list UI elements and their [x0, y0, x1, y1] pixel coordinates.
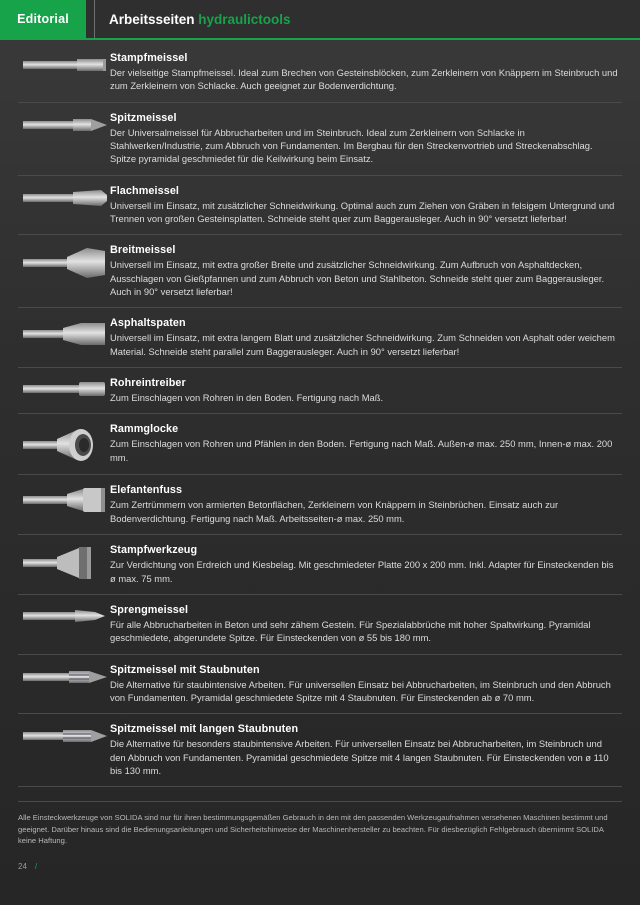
list-item	[18, 368, 622, 414]
product-thumbnail	[18, 723, 110, 747]
product-text	[110, 484, 622, 525]
product-text	[110, 52, 622, 93]
product-name: Rohreintreiber	[110, 377, 186, 390]
product-description: Der Universalmeissel für Abbrucharbeiten und im Steinbruch. Ideal zum Zerkleinern von Schlacke in Stahlwerken/Industrie, zum Abbruch von Fundamenten. Im Bergbau für den Streckenvortrieb und Streckenabschlag. Spitze pyramidal geschmiedet für die Keilwirkung beim Einsatz.	[110, 126, 593, 165]
footer-separator: /	[34, 862, 38, 872]
product-name: Asphaltspaten	[110, 317, 186, 330]
product-name: Elefantenfuss	[110, 484, 183, 497]
list-item	[18, 235, 622, 308]
product-description: Zur Verdichtung von Erdreich und Kiesbelag. Mit geschmiedeter Platte 200 x 200 mm. Inkl. Adapter für Einsteckenden bis ø max. 75 mm.	[110, 559, 614, 584]
product-name: Spitzmeissel	[110, 111, 177, 124]
list-item	[18, 595, 622, 655]
product-name: Spitzmeissel mit Staubnuten	[110, 663, 260, 676]
page-title-main: Arbeitsseiten	[109, 11, 199, 27]
product-name: Stampfwerkzeug	[110, 544, 198, 557]
product-description: Die Alternative für staubintensive Arbeiten. Für universellen Einsatz bei Abbrucharbeiten, im Steinbruch und den Abbruch von Fundamenten. Pyramidal geschmiedete Spitze mit 4 Staubnuten. Für Einsteckenden ab ø 70 mm.	[110, 678, 611, 703]
product-description: Der vielseitige Stampfmeissel. Ideal zum Brechen von Gesteinsblöcken, zum Zerkleinern von Knäppern im Steinbruch und zum Zerkleinern von Schlacke. Auch geeignet zur Bodenverdichtung.	[110, 67, 618, 92]
page-number: 24	[18, 862, 27, 872]
chisel-spitzmeissel-icon	[21, 114, 107, 136]
product-list	[0, 40, 640, 787]
list-item	[18, 535, 622, 595]
product-name: Sprengmeissel	[110, 603, 189, 616]
editorial-tab[interactable]	[0, 0, 86, 38]
product-text	[110, 317, 622, 358]
product-name: Spitzmeissel mit langen Staubnuten	[110, 723, 299, 736]
product-thumbnail	[18, 52, 110, 76]
product-thumbnail	[18, 112, 110, 136]
product-description: Zum Zertrümmern von armierten Betonflächen, Zerkleinern von Knäppern in Steinbrüchen. Einsatz auch zur Bodenverdichtung. Fertigung nach Maß. Arbeitsseiten-ø max. 250 mm.	[110, 499, 559, 524]
page-title	[109, 12, 291, 27]
product-text	[110, 112, 622, 166]
chisel-spitzmeissel-staubnuten-icon	[21, 666, 107, 688]
editorial-tab-label: Editorial	[17, 12, 69, 26]
product-text	[110, 544, 622, 585]
product-description: Zum Einschlagen von Rohren und Pfählen in den Boden. Fertigung nach Maß. Außen-ø max. 250 mm, Innen-ø max. 200 mm.	[110, 438, 613, 463]
list-item	[18, 40, 622, 103]
header-title-area	[94, 0, 640, 38]
product-description: Für alle Abbrucharbeiten in Beton und sehr zähem Gestein. Für Spezialabbrüche mit hoher Spaltwirkung. Pyramidal geschmiedete, abgerundete Spitze. Für Einsteckenden von ø 55 bis 180 mm.	[110, 618, 591, 644]
product-text	[110, 377, 622, 404]
list-item	[18, 414, 622, 475]
product-text	[110, 185, 622, 226]
chisel-stampfwerkzeug-icon	[21, 546, 107, 580]
product-thumbnail	[18, 484, 110, 514]
product-name: Breitmeissel	[110, 244, 176, 257]
list-item	[18, 714, 622, 787]
page-footer	[18, 862, 622, 871]
chisel-asphaltspaten-icon	[21, 319, 107, 349]
page-title-accent: hydraulictools	[198, 11, 291, 27]
product-description: Zum Einschlagen von Rohren in den Boden. Fertigung nach Maß.	[110, 392, 384, 404]
product-text	[110, 244, 622, 298]
product-text	[110, 723, 622, 777]
chisel-stampfmeissel-icon	[21, 54, 107, 76]
chisel-elefantenfuss-icon	[21, 486, 107, 514]
product-description: Universell im Einsatz, mit extra langem Blatt und zusätzlicher Schneidwirkung. Zum Schneiden von Asphalt oder weichem Material. Schneide steht parallel zum Baggerausleger. Auch in 90° versetzt lieferbar!	[110, 332, 615, 357]
product-text	[110, 664, 622, 705]
list-item	[18, 176, 622, 236]
product-thumbnail	[18, 604, 110, 626]
product-name: Flachmeissel	[110, 184, 180, 197]
product-description: Universell im Einsatz, mit extra großer Breite und zusätzlicher Schneidwirkung. Zum Aufbruch von Asphaltdecken, Ausschlagen von Gießpfannen und zum Abbruch von Beton und Stahlbeton. Schneide steht quer zum Baggerausleger. Auch in 90° versetzt lieferbar!	[110, 259, 605, 298]
list-item	[18, 103, 622, 176]
product-thumbnail	[18, 423, 110, 465]
chisel-rohreintreiber-icon	[21, 379, 107, 399]
page-header	[0, 0, 640, 38]
chisel-rammglocke-icon	[21, 425, 107, 465]
chisel-breitmeissel-icon	[21, 246, 107, 280]
chisel-sprengmeissel-icon	[21, 606, 107, 626]
product-text	[110, 423, 622, 464]
chisel-flachmeissel-icon	[21, 187, 107, 209]
product-description: Die Alternative für besonders staubintensive Arbeiten. Für universellen Einsatz bei Abbrucharbeiten, im Steinbruch und den Abbruch von Fundamenten. Pyramidal geschmiedete Spitze mit 4 langen Staubnuten. Für Einsteckenden von ø 110 bis 130 mm.	[110, 738, 609, 776]
product-thumbnail	[18, 377, 110, 399]
product-thumbnail	[18, 185, 110, 209]
list-item	[18, 655, 622, 715]
product-thumbnail	[18, 544, 110, 580]
product-thumbnail	[18, 244, 110, 280]
list-item	[18, 308, 622, 368]
product-thumbnail	[18, 317, 110, 349]
product-name: Stampfmeissel	[110, 52, 188, 64]
product-name: Rammglocke	[110, 423, 179, 436]
product-text	[110, 604, 622, 645]
list-item	[18, 475, 622, 535]
product-description: Universell im Einsatz, mit zusätzlicher Schneidwirkung. Optimal auch zum Ziehen von Gräben in felsigem Untergrund und Trennen von großen Gesteinsplatten. Schneide steht quer zum Baggerausleger. Auch in 90° versetzt lieferbar!	[110, 199, 615, 225]
product-thumbnail	[18, 664, 110, 688]
chisel-spitzmeissel-lange-staubnuten-icon	[21, 725, 107, 747]
legal-footnote: Alle Einsteckwerkzeuge von SOLIDA sind nur für ihren bestimmungsgemäßen Gebrauch in den mit den passenden Werkzeugaufnahmen versehenen Maschinen bestimmt und geeignet. Darüber hinaus sind die Bedienungsanleitungen und Sicherheitshinweise der Maschinenhersteller zu beachten. Für diesbezüglich Fehlgebrauch übernimmt SOLIDA keine Haftung.	[18, 801, 622, 846]
